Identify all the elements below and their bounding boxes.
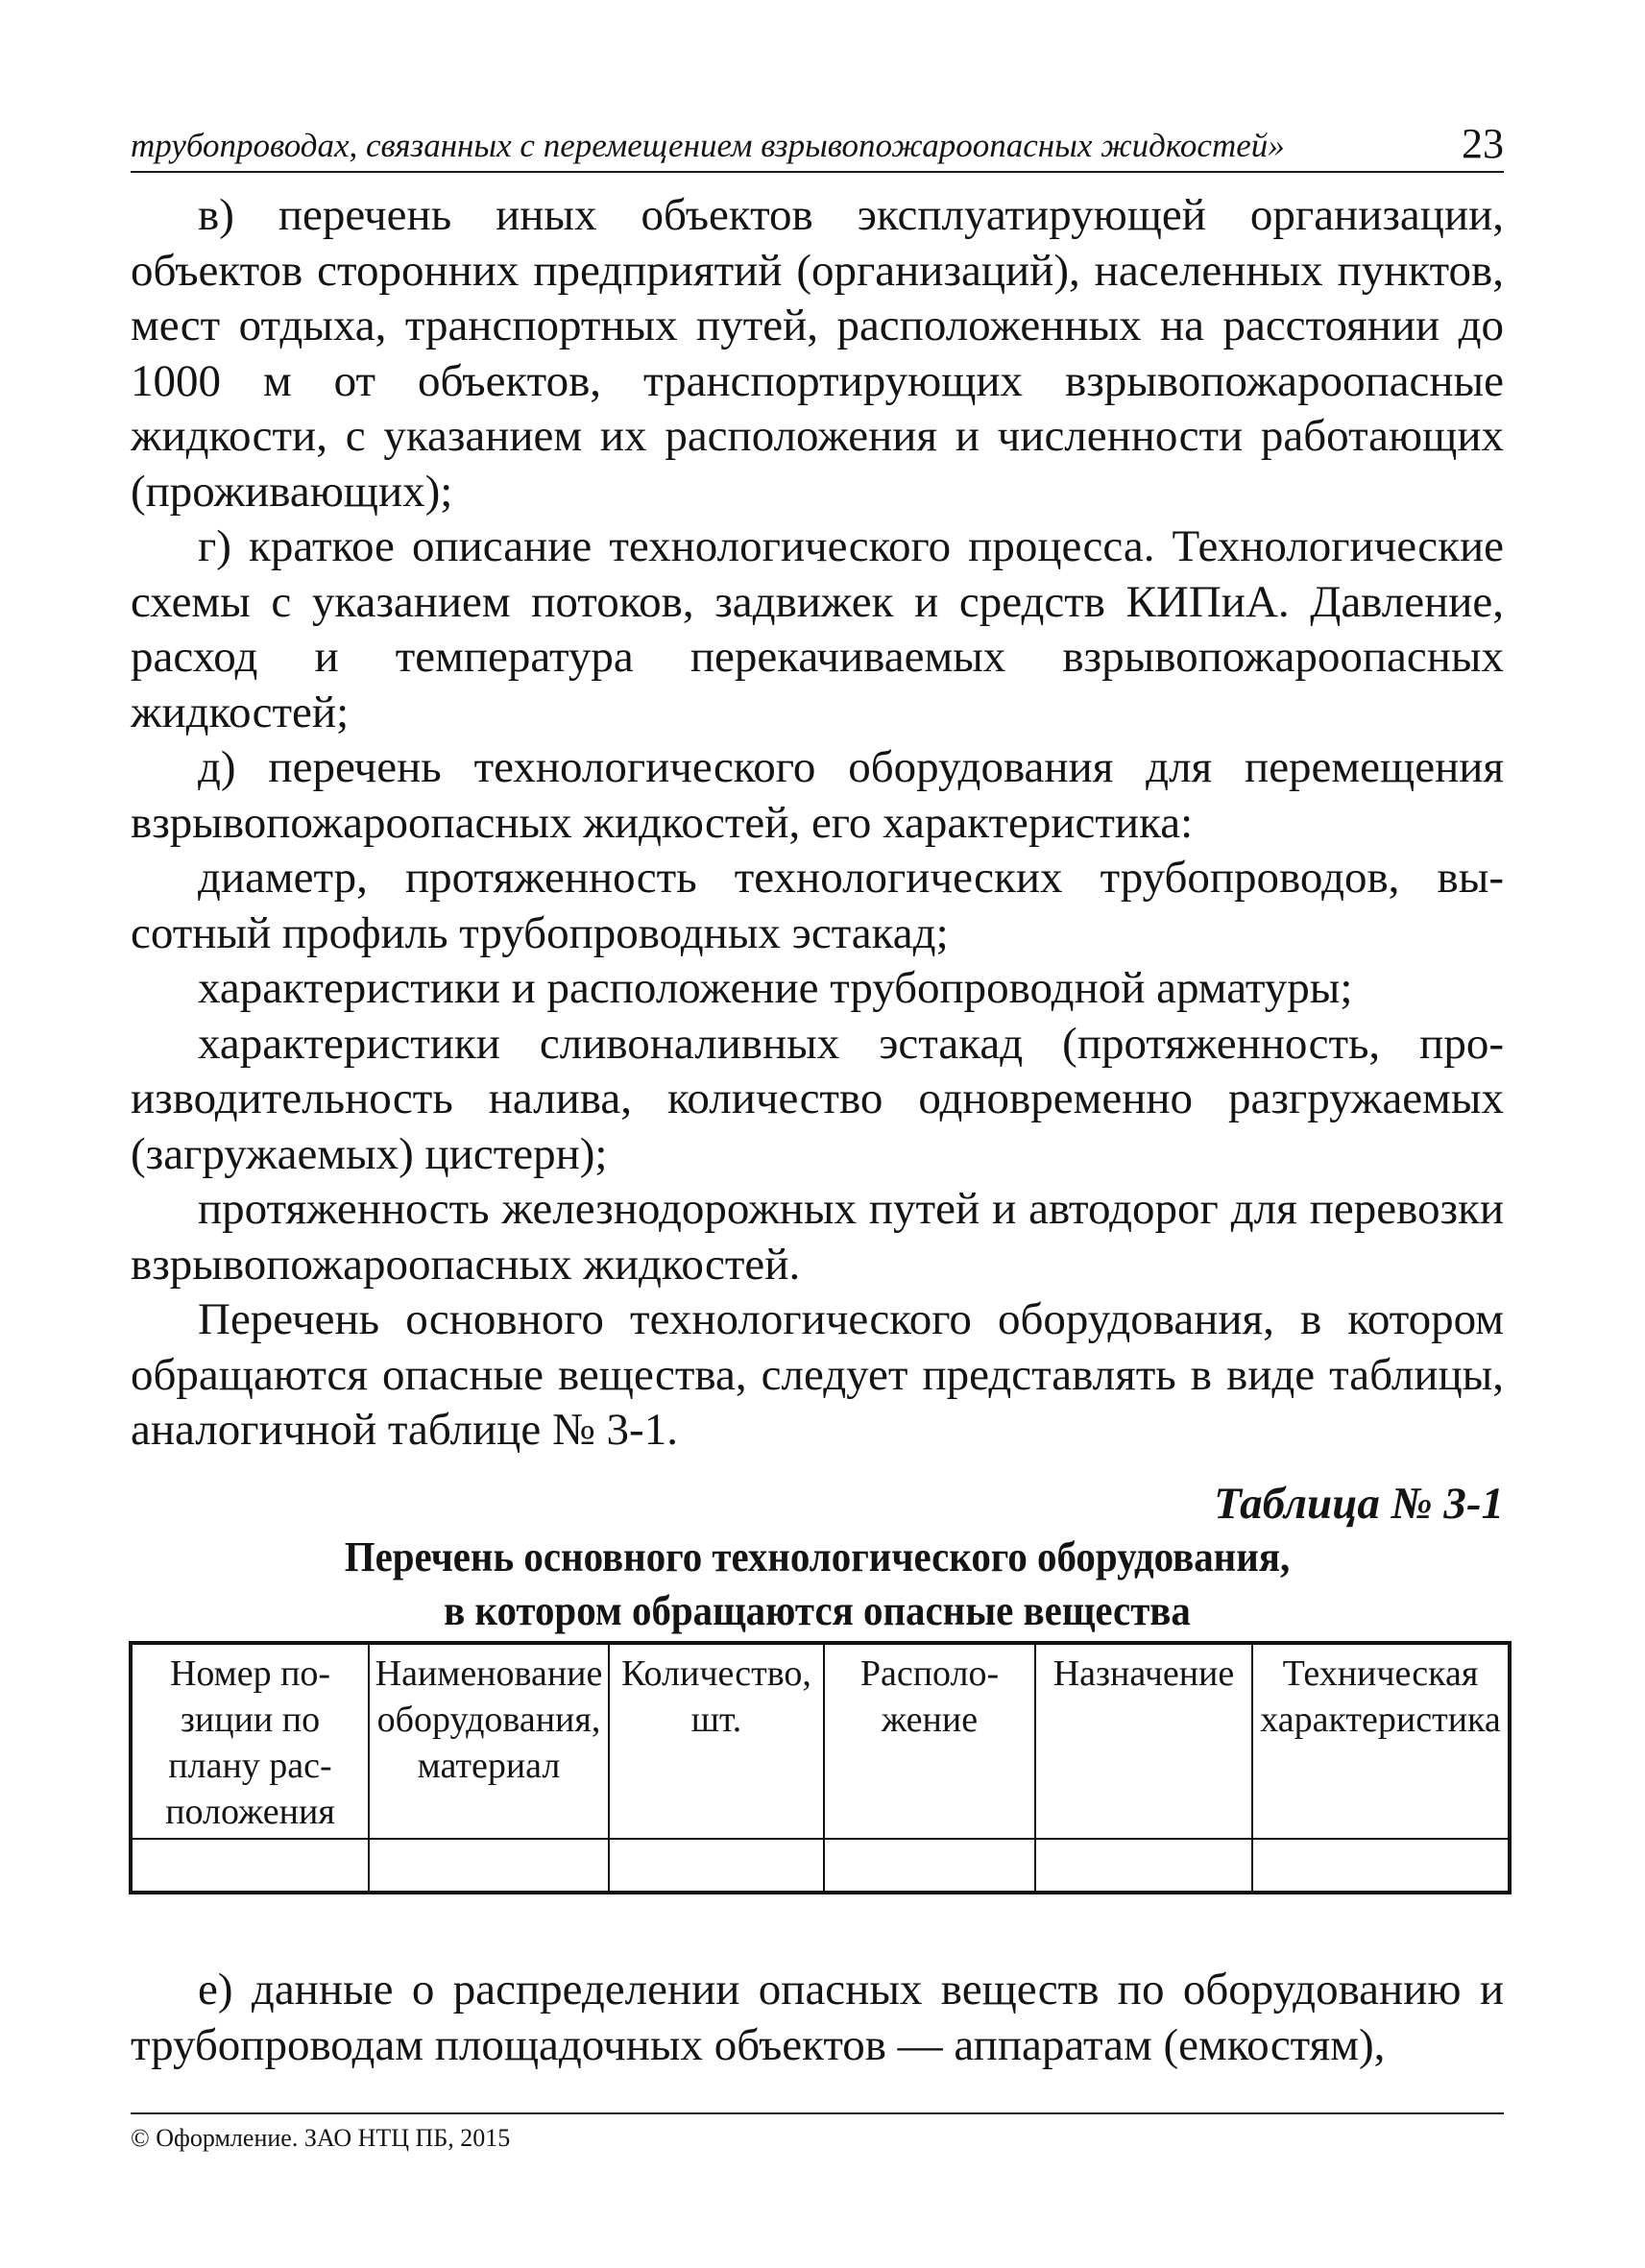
- table-cell: [609, 1839, 824, 1893]
- paragraph-d: д) перечень технологического оборудования для перемещения взрывопожароопасных жидкостей, его характеристика:: [131, 742, 1504, 848]
- table-header-row: [131, 1643, 1510, 1839]
- paragraph-g: г) краткое описание технологического процесса. Технологические схемы с указанием потоков, задвижек и средств КИПиА. Давление, расход и температура перекачиваемых взрывопожароопасных жидкостей;: [131, 521, 1504, 737]
- footer-divider: [131, 2112, 1504, 2114]
- paragraph-valves: характеристики и расположение трубопроводной арматуры;: [198, 963, 1353, 1013]
- body-text-after-table: [131, 1962, 1504, 2073]
- paragraph-e: е) данные о распределении опасных веществ по оборудованию и трубопроводам площадочных объектов — аппаратам (емкостям),: [131, 1965, 1504, 2070]
- paragraph-pipeline-diameter: диаметр, протяженность технологических трубопроводов, высотный профиль трубопроводных эстакад;: [131, 853, 1504, 958]
- footer-copyright: © Оформление. ЗАО НТЦ ПБ, 2015: [131, 2124, 511, 2152]
- column-header-equipment-name: Наименование оборудования, материал: [369, 1643, 609, 1839]
- paragraph-v: в) перечень иных объектов эксплуатирующей организации, объектов сторонних предприятий (организаций), населенных пунктов, мест отдыха, транспортных путей, расположенных на расстоянии до 1000 м от объектов, транспортирующих взрывопожароопасные жидкости, с указанием их расположения и численности работающих (проживающих);: [131, 190, 1504, 517]
- table-cell: [1252, 1839, 1510, 1893]
- page-number: 23: [1462, 120, 1504, 167]
- table-label: Таблица № 3-1: [1214, 1479, 1504, 1529]
- column-header-specification: Техническая характеристика: [1252, 1643, 1510, 1839]
- column-header-quantity: Количество, шт.: [609, 1643, 824, 1839]
- equipment-table: [129, 1641, 1512, 1894]
- body-text: [131, 188, 1504, 1459]
- table-title-line-2: в котором обращаются опасные вещества: [444, 1587, 1191, 1634]
- table-cell: [824, 1839, 1035, 1893]
- running-header: [131, 120, 1504, 173]
- paragraph-equipment-list: Перечень основного технологического оборудования, в котором обращаются опасные вещества, следует представлять в виде таблицы, аналогичной таблице № 3-1.: [131, 1294, 1504, 1455]
- running-title: трубопроводах, связанных с перемещением взрывопожароопасных жидкостей»: [131, 127, 1285, 164]
- table-title-line-1: Перечень основного технологического оборудования,: [344, 1533, 1291, 1580]
- table-caption: [131, 1477, 1504, 1638]
- table-cell: [369, 1839, 609, 1893]
- table-cell: [131, 1839, 369, 1893]
- table-cell: [1035, 1839, 1252, 1893]
- paragraph-railways: протяженность железнодорожных путей и автодорог для перевозки взрывопожароопасных жидкостей.: [131, 1184, 1504, 1290]
- column-header-purpose: Назначение: [1035, 1643, 1252, 1839]
- column-header-location: Расположение: [824, 1643, 1035, 1839]
- column-header-position: Номер позиции по плану расположения: [131, 1643, 369, 1839]
- paragraph-loading-racks: характеристики сливоналивных эстакад (протяженность, производительность налива, количество одновременно разгружаемых (загружаемых) цистерн);: [131, 1018, 1504, 1179]
- table-row: [131, 1839, 1510, 1893]
